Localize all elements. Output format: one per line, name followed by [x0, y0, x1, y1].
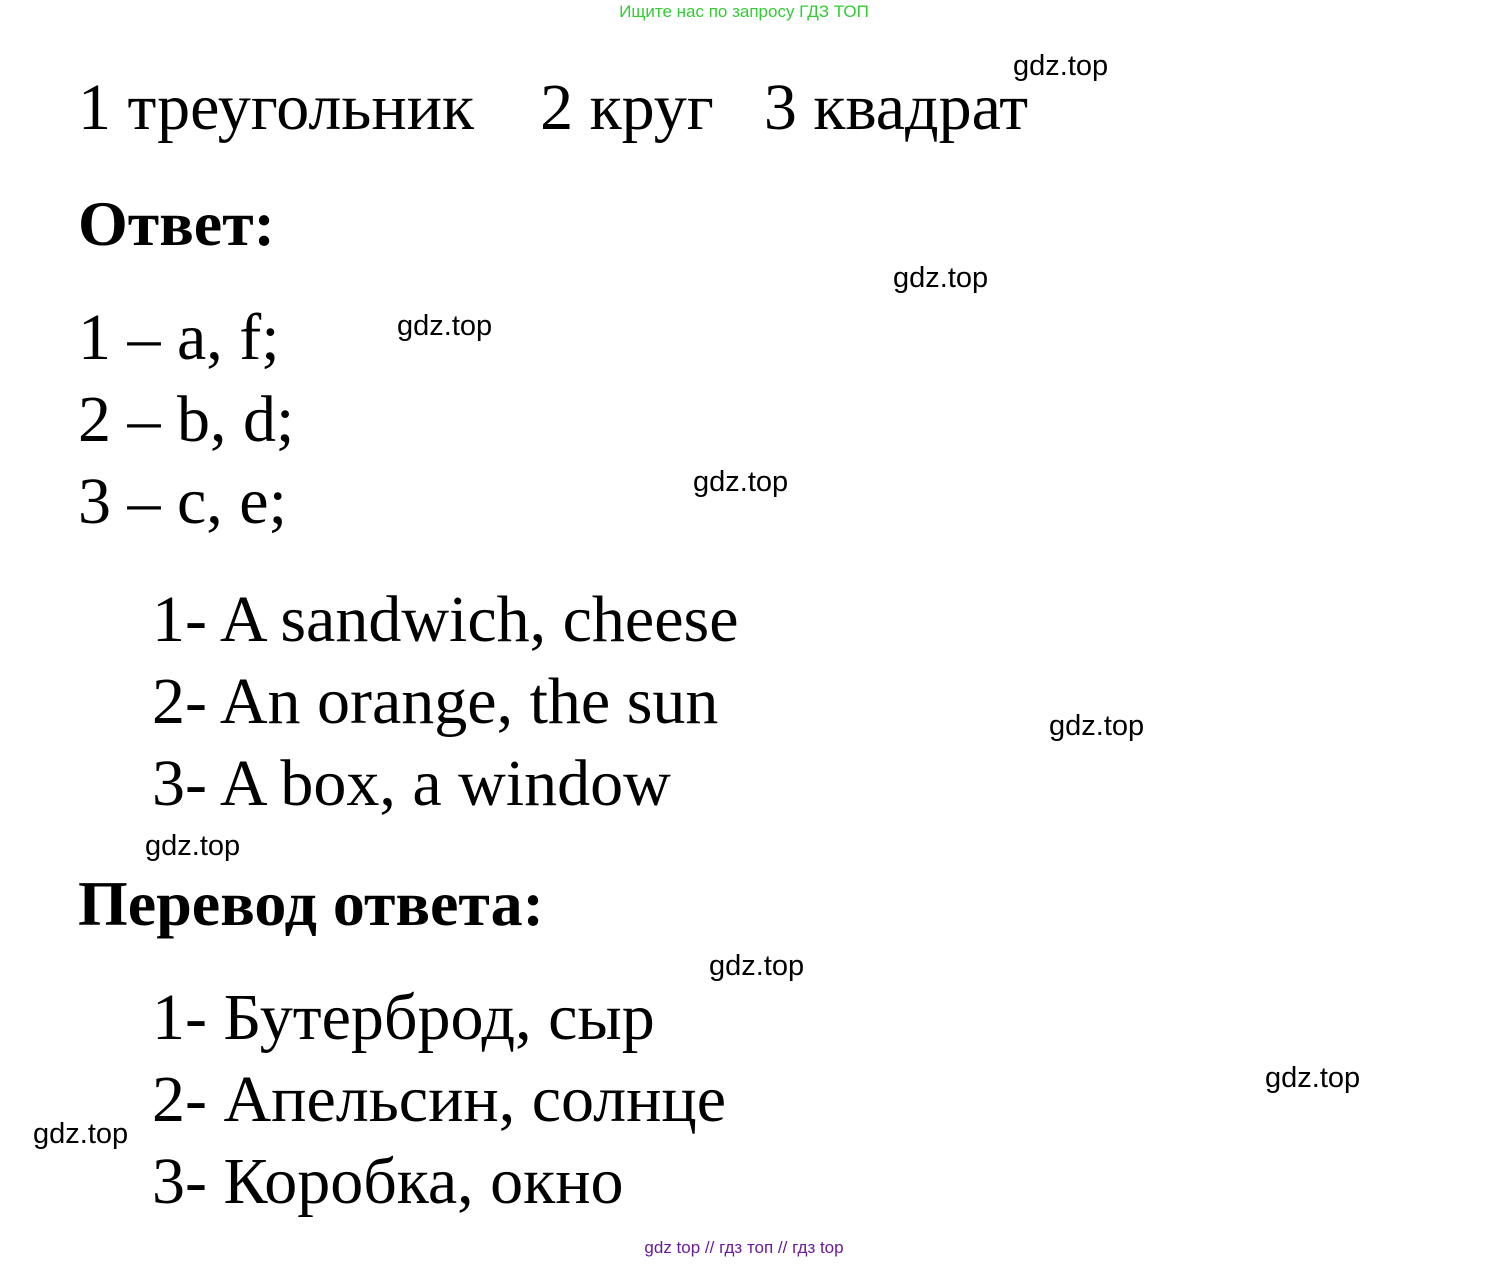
- watermark: gdz.top: [1265, 1062, 1361, 1094]
- top-banner: Ищите нас по запросу ГДЗ ТОП: [619, 2, 869, 21]
- shapes-line: [78, 68, 1028, 148]
- watermark: gdz.top: [145, 830, 241, 862]
- match-3: 3 – c, e;: [78, 465, 287, 538]
- shape-1: 1 треугольник: [78, 71, 475, 144]
- footer-links: gdz top // гдз топ // гдз top: [644, 1238, 844, 1257]
- answer-en-2: 2- An orange, the sun: [152, 665, 719, 738]
- match-2: 2 – b, d;: [78, 383, 295, 456]
- watermark: gdz.top: [1013, 50, 1109, 82]
- watermark: gdz.top: [693, 466, 789, 498]
- answer-ru-2: 2- Апельсин, солнце: [152, 1063, 727, 1136]
- watermark: gdz.top: [1049, 710, 1145, 742]
- match-1: 1 – a, f;: [78, 301, 280, 374]
- watermark: gdz.top: [709, 950, 805, 982]
- shape-3: 3 квадрат: [763, 71, 1029, 144]
- watermark: gdz.top: [33, 1118, 129, 1150]
- shape-2: 2 круг: [540, 71, 714, 144]
- translation-heading: Перевод ответа:: [78, 868, 544, 939]
- answer-heading: Ответ:: [78, 188, 275, 259]
- answer-ru-1: 1- Бутерброд, сыр: [152, 981, 655, 1054]
- watermark: gdz.top: [397, 310, 493, 342]
- answer-en-3: 3- A box, a window: [152, 747, 671, 820]
- watermark: gdz.top: [893, 262, 989, 294]
- answer-ru-3: 3- Коробка, окно: [152, 1145, 624, 1218]
- answer-en-1: 1- A sandwich, cheese: [152, 583, 739, 656]
